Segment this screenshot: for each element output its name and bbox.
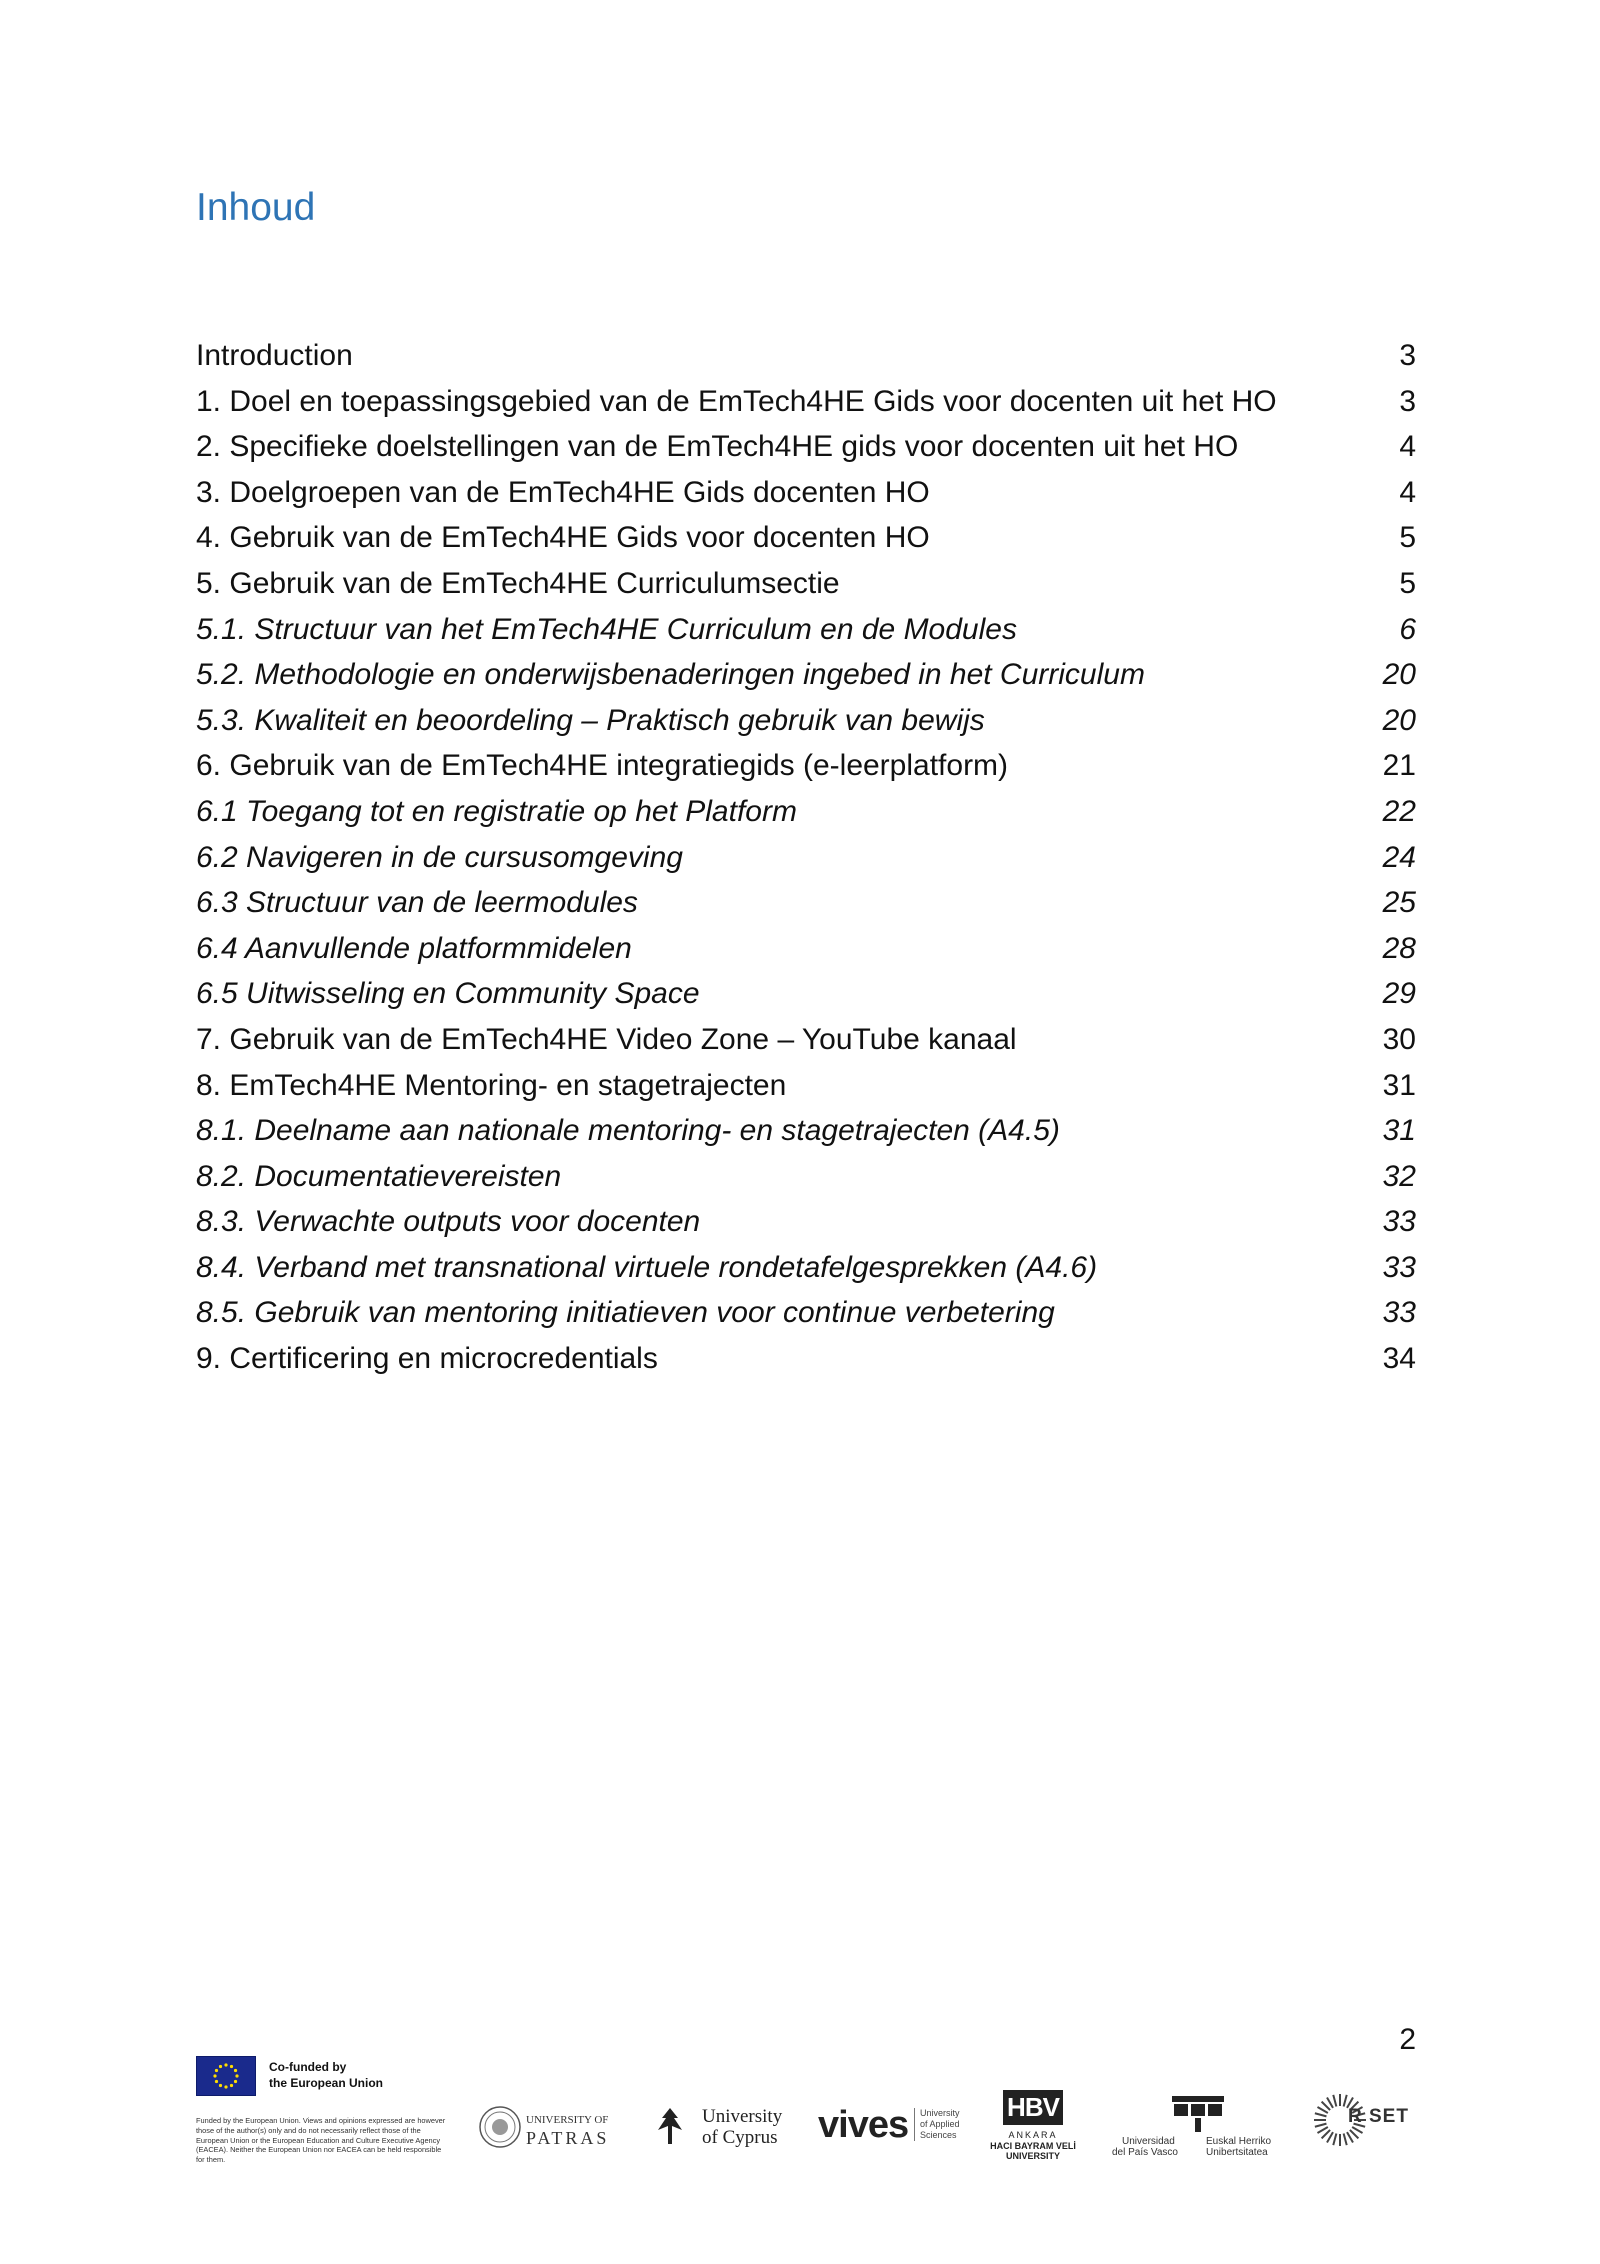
upv-spanish-name [1112, 2136, 1178, 2158]
partner-logo-upv-ehu [1108, 2090, 1288, 2220]
toc-entry[interactable] [196, 1108, 1416, 1154]
hbv-mark-icon: HBV [983, 2090, 1083, 2125]
toc-entry[interactable] [196, 1063, 1416, 1109]
toc-entry[interactable] [196, 652, 1416, 698]
eu-flag-icon [196, 2056, 256, 2096]
upv-eu-line1: Euskal Herriko [1206, 2136, 1272, 2147]
toc-entry-page: 3 [1399, 339, 1416, 372]
toc-entry-page: 21 [1382, 749, 1416, 783]
toc-entry-label: 4. Gebruik van de EmTech4HE Gids voor docenten HO [196, 521, 930, 555]
toc-entry[interactable] [196, 1336, 1416, 1382]
vives-sub-line3: Sciences [920, 2130, 957, 2140]
toc-entry-page: 31 [1382, 1114, 1416, 1148]
toc-entry[interactable] [196, 1199, 1416, 1245]
hbv-line1: ANKARA [1008, 2130, 1058, 2140]
partner-logo-haci-bayram-veli [983, 2090, 1083, 2170]
toc-entry[interactable] [196, 561, 1416, 607]
upv-tree-icon [1168, 2090, 1228, 2134]
vives-wordmark: vives [818, 2104, 909, 2146]
toc-entry[interactable] [196, 1245, 1416, 1291]
toc-entry-label: 8.2. Documentatievereisten [196, 1159, 562, 1193]
toc-entry-label: 2. Specifieke doelstellingen van de EmTech4HE gids voor docenten uit het HO [196, 430, 1239, 464]
toc-entry-label: 9. Certificering en microcredentials [196, 1342, 658, 1376]
partner-logo-university-of-cyprus [650, 2100, 800, 2160]
toc-entry-label: 6.5 Uitwisseling en Community Space [196, 977, 700, 1011]
toc-entry[interactable] [196, 379, 1416, 425]
toc-entry[interactable] [196, 1290, 1416, 1336]
toc-entry-label: 8.3. Verwachte outputs voor docenten [196, 1205, 701, 1239]
toc-entry-label: 8.4. Verband met transnational virtuele rondetafelgesprekken (A4.6) [196, 1250, 1098, 1284]
toc-entry-page: 5 [1399, 521, 1416, 555]
patras-line2: PATRAS [526, 2128, 610, 2148]
toc-entry[interactable] [196, 1017, 1416, 1063]
toc-entry-page: 20 [1382, 703, 1416, 737]
toc-entry-page: 33 [1382, 1250, 1416, 1284]
toc-entry-page: 28 [1382, 931, 1416, 965]
toc-entry-label: 6.2 Navigeren in de cursusomgeving [196, 840, 683, 874]
funding-disclaimer: Funded by the European Union. Views and opinions expressed are however those of the author(s) only and do not necessarily reflect those of the European Union or the European Education and Culture Executive Agency (EACEA). Neither the European Union nor EACEA can be held responsible for them. [196, 2116, 446, 2165]
toc-entry-page: 4 [1399, 475, 1416, 509]
toc-entry-page: 30 [1382, 1022, 1416, 1056]
toc-entry-label: 1. Doel en toepassingsgebied van de EmTech4HE Gids voor docenten uit het HO [196, 384, 1277, 418]
toc-entry-label: 8. EmTech4HE Mentoring- en stagetrajecten [196, 1068, 787, 1102]
cyprus-emblem-icon [650, 2104, 690, 2148]
cyprus-line2: of Cyprus [702, 2127, 778, 2148]
toc-entry-page: 5 [1399, 566, 1416, 600]
vives-sub-line1: University [920, 2108, 960, 2118]
hbv-line2: HACI BAYRAM VELİ [990, 2141, 1076, 2151]
toc-entry-page: 29 [1382, 977, 1416, 1011]
patras-line1: UNIVERSITY OF [526, 2114, 609, 2126]
page-title: Inhoud [196, 186, 316, 229]
toc-entry[interactable] [196, 698, 1416, 744]
toc-entry[interactable] [196, 743, 1416, 789]
toc-entry-page: 24 [1382, 840, 1416, 874]
toc-entry-page: 3 [1399, 384, 1416, 418]
upv-basque-name [1206, 2136, 1271, 2158]
toc-entry-label: 3. Doelgroepen van de EmTech4HE Gids docenten HO [196, 475, 930, 509]
toc-entry-label: Introduction [196, 339, 353, 372]
toc-entry[interactable] [196, 971, 1416, 1017]
toc-entry[interactable] [196, 607, 1416, 653]
hbv-line3: UNIVERSITY [1005, 2151, 1060, 2161]
upv-eu-line2: Unibertsitatea [1206, 2147, 1268, 2158]
toc-entry-page: 33 [1382, 1296, 1416, 1330]
toc-entry-label: 7. Gebruik van de EmTech4HE Video Zone – YouTube kanaal [196, 1022, 1017, 1056]
toc-entry[interactable] [196, 880, 1416, 926]
vives-sub-line2: of Applied [920, 2119, 960, 2129]
toc-entry-label: 5.2. Methodologie en onderwijsbenaderingen ingebed in het Curriculum [196, 658, 1145, 692]
toc-entry-label: 6.4 Aanvullende platformmidelen [196, 931, 632, 965]
toc-entry-label: 6.1 Toegang tot en registratie op het Platform [196, 794, 797, 828]
page-number: 2 [1399, 2023, 1416, 2056]
upv-es-line1: Universidad [1122, 2136, 1175, 2147]
partner-logo-reset [1310, 2090, 1420, 2150]
table-of-contents [196, 333, 1416, 1382]
toc-entry-label: 6. Gebruik van de EmTech4HE integratiegids (e-leerplatform) [196, 749, 1009, 783]
toc-entry-page: 6 [1399, 612, 1416, 646]
toc-entry-page: 4 [1399, 430, 1416, 464]
toc-entry-page: 33 [1382, 1205, 1416, 1239]
eu-cofunded-line1: Co-funded by [269, 2060, 347, 2074]
reset-wordmark: R SET [1348, 2106, 1409, 2127]
patras-seal-icon [478, 2105, 522, 2149]
toc-entry[interactable] [196, 926, 1416, 972]
toc-entry-label: 5. Gebruik van de EmTech4HE Curriculumsectie [196, 566, 840, 600]
footer [0, 2050, 1600, 2264]
toc-entry-label: 8.1. Deelname aan nationale mentoring- en stagetrajecten (A4.5) [196, 1114, 1060, 1148]
toc-entry[interactable] [196, 424, 1416, 470]
toc-entry-page: 34 [1382, 1342, 1416, 1376]
toc-entry[interactable] [196, 789, 1416, 835]
toc-entry-page: 20 [1382, 658, 1416, 692]
toc-entry-label: 6.3 Structuur van de leermodules [196, 886, 638, 920]
toc-entry[interactable] [196, 470, 1416, 516]
toc-entry[interactable] [196, 835, 1416, 881]
toc-entry-page: 25 [1382, 886, 1416, 920]
toc-entry[interactable] [196, 333, 1416, 379]
vives-subtitle [914, 2108, 960, 2141]
toc-entry-page: 22 [1382, 794, 1416, 828]
upv-es-line2: del País Vasco [1112, 2147, 1178, 2158]
toc-entry-page: 32 [1382, 1159, 1416, 1193]
toc-entry[interactable] [196, 515, 1416, 561]
partner-logo-university-of-patras [478, 2100, 628, 2160]
toc-entry-label: 5.1. Structuur van het EmTech4HE Curriculum en de Modules [196, 612, 1017, 646]
toc-entry-page: 31 [1382, 1068, 1416, 1102]
toc-entry-label: 5.3. Kwaliteit en beoordeling – Praktisch gebruik van bewijs [196, 703, 985, 737]
eu-cofunded-line2: the European Union [269, 2076, 383, 2090]
partner-logo-vives [818, 2100, 978, 2160]
cyprus-line1: University [702, 2106, 783, 2127]
toc-entry[interactable] [196, 1154, 1416, 1200]
toc-entry-label: 8.5. Gebruik van mentoring initiatieven voor continue verbetering [196, 1296, 1055, 1330]
